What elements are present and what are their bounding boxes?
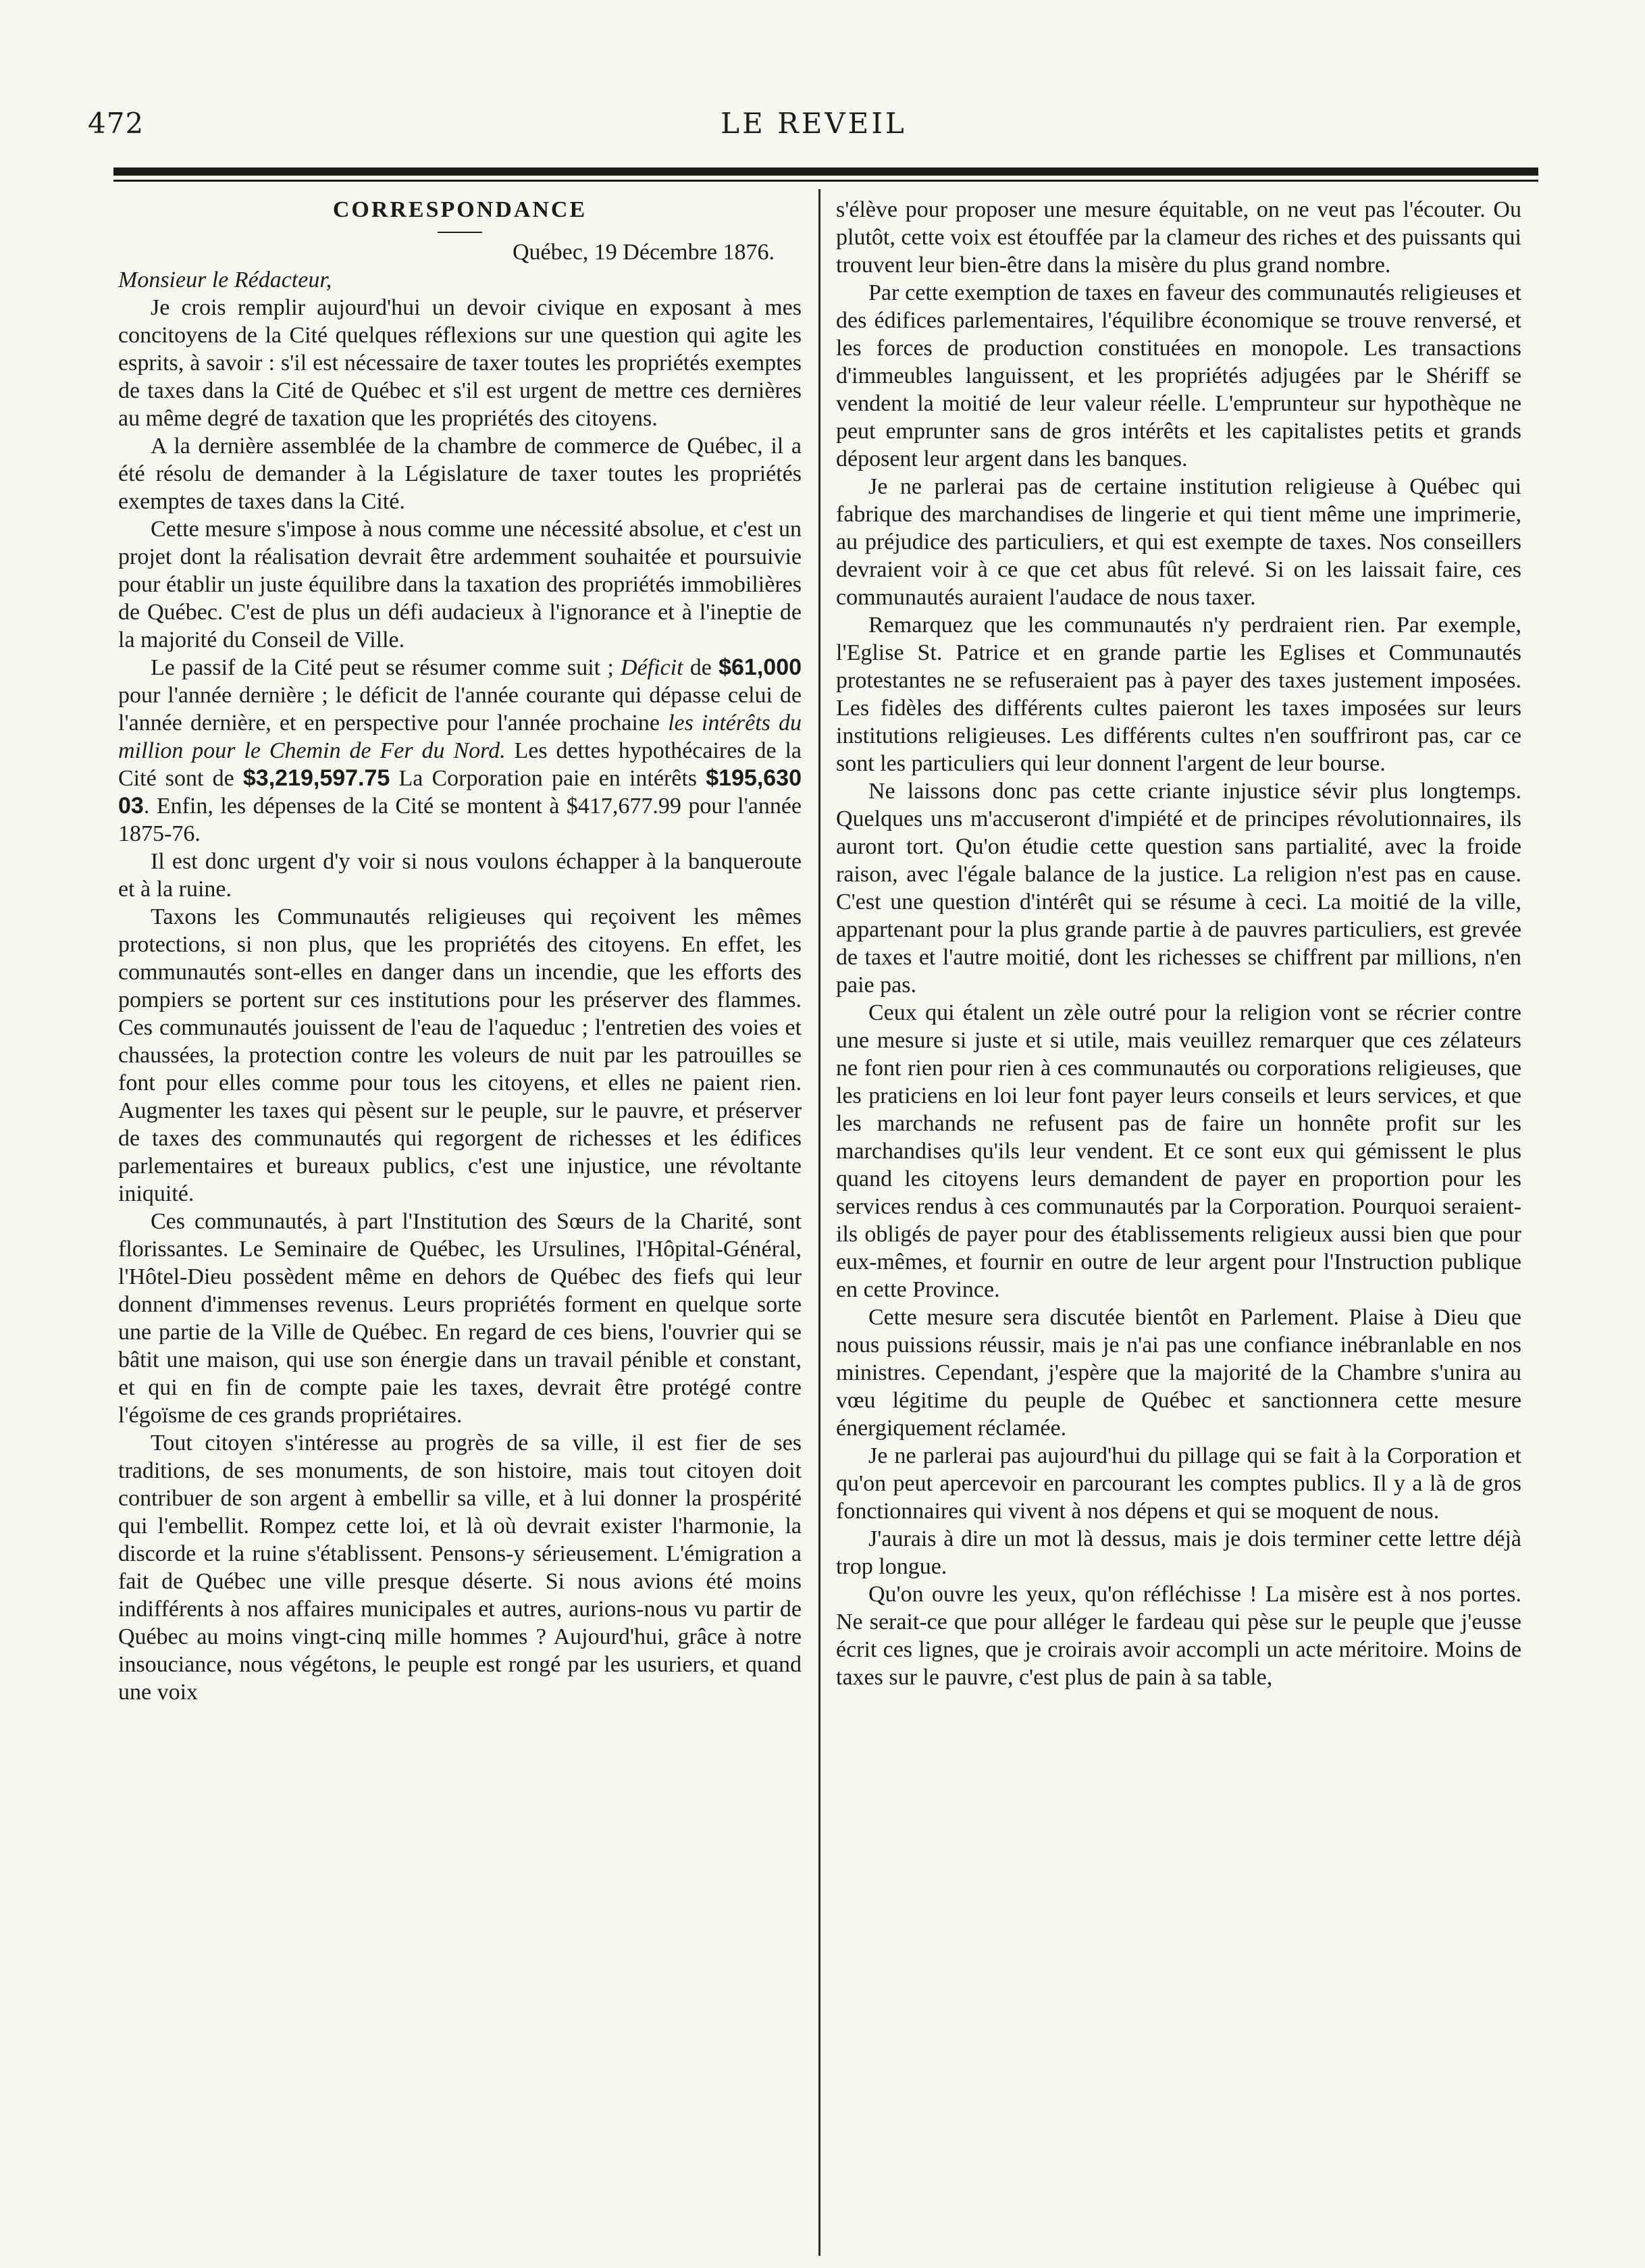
paragraph: Remarquez que les communautés n'y perdraient rien. Par exemple, l'Eglise St. Patrice et en grande partie les Eglises et Communautés protestantes ne se refuseraient pas à payer des taxes justement imposées. Les fidèles des différents cultes paieront les taxes imposées sur leurs institutions religieuses. Les différents cultes n'en souffriront pas, car ce sont les particuliers qui leur donnent l'argent de leur bourse.	[836, 613, 1521, 776]
paragraph: Je crois remplir aujourd'hui un devoir civique en exposant à mes concitoyens de la Cité quelques réflexions sur une question qui agite les esprits, à savoir : s'il est nécessaire de taxer toutes les propriétés exemptes de taxes dans la Cité de Québec et s'il est urgent de mettre ces dernières au même degré de taxation que les propriétés des citoyens.	[118, 295, 802, 431]
railway-interest: les intérêts du million pour le Chemin de Fer du Nord.	[118, 711, 802, 763]
paragraph: Ne laissons donc pas cette criante injustice sévir plus longtemps. Quelques uns m'accuseront d'impiété et de principes révolutionnaires, ils auront tort. Qu'on étudie cette question sans partialité, avec la froide raison, avec l'égale balance de la justice. La religion n'est pas en cause. C'est une question d'intérêt qui se résume à ceci. La moitié de la ville, appartenant pour la plus grande partie à de pauvres particuliers, est grevée de taxes et l'autre moitié, dont les richesses se chiffrent par millions, n'en paie pas.	[836, 779, 1521, 998]
paragraph: Je ne parlerai pas de certaine institution religieuse à Québec qui fabrique des marchandises de lingerie et qui tient même une imprimerie, au préjudice des particuliers, et qui est exempte de taxes. Nos conseillers devraient voir à ce que cet abus fût relevé. Si on les laissait faire, ces communautés auraient l'audace de nous taxer.	[836, 474, 1521, 610]
paragraph: A la dernière assemblée de la chambre de commerce de Québec, il a été résolu de demander à la Législature de taxer toutes les propriétés exemptes de taxes dans la Cité.	[118, 434, 802, 514]
deficit-amount: $61,000	[719, 654, 802, 680]
page-header	[88, 107, 1540, 147]
interest-amount: $195,630 03	[118, 765, 802, 819]
paragraph: Ceux qui étalent un zèle outré pour la religion vont se récrier contre une mesure si juste et si utile, mais veuillez remarquer que ces zélateurs ne font rien pour rien à ces communautés ou corporations religieuses, que les praticiens en loi leur font payer leurs conseils et leurs services, et que les marchands ne refusent pas de faire un honnête profit sur les marchandises qu'ils leur vendent. Et ce sont eux qui gémissent le plus quand les citoyens leurs demandent de payer en proportion pour les services rendus à ces communautés par la Corporation. Pourquoi seraient-ils obligés de payer pour des établissements religieux aussi bien que pour eux-mêmes, et fournir en outre de leur argent pour l'Instruction publique en cette Province.	[836, 1000, 1521, 1302]
paragraph: Cette mesure sera discutée bientôt en Parlement. Plaise à Dieu que nous puissions réussir, mais je n'ai pas une confiance inébranlable en nos ministres. Cependant, j'espère que la majorité de la Chambre s'unira au vœu légitime du peuple de Québec et sanctionnera cette mesure énergiquement réclamée.	[836, 1305, 1521, 1441]
paragraph: Il est donc urgent d'y voir si nous voulons échapper à la banqueroute et à la ruine.	[118, 849, 802, 902]
mortgage-debt-amount: $3,219,597.75	[242, 765, 390, 791]
dateline: Québec, 19 Décembre 1876.	[512, 240, 775, 265]
salutation: Monsieur le Rédacteur,	[118, 267, 332, 292]
paragraph: Ces communautés, à part l'Institution des Sœurs de la Charité, sont florissantes. Le Seminaire de Québec, les Ursulines, l'Hôpital-Général, l'Hôtel-Dieu possèdent même en dehors de Québec des fiefs qui leur donnent d'immenses revenus. Leurs propriétés forment en quelque sorte une partie de la Ville de Québec. En regard de ces biens, l'ouvrier qui se bâtit une maison, qui use son énergie dans un travail pénible et constant, et qui en fin de compte paie les taxes, devrait être protégé contre l'égoïsme de ces grands propriétaires.	[118, 1209, 802, 1428]
right-column	[836, 196, 1521, 1691]
header-rule-thin	[113, 180, 1538, 182]
paragraph: Par cette exemption de taxes en faveur des communautés religieuses et des édifices parlementaires, l'équilibre économique se trouve renversé, et les forces de production constituées en monopole. Les transactions d'immeubles languissent, et les propriétés adjugées par le Shériff se vendent la moitié de leur valeur réelle. L'emprunteur sur hypothèque ne peut emprunter sans de gros intérêts et les capitalistes petits et grands déposent leur argent dans les banques.	[836, 280, 1521, 471]
page-number: 472	[88, 107, 145, 140]
title-rule	[438, 232, 482, 233]
paragraph: J'aurais à dire un mot là dessus, mais je dois terminer cette lettre déjà trop longue.	[836, 1526, 1521, 1579]
column-divider	[818, 189, 820, 2256]
section-title: CORRESPONDANCE	[332, 197, 588, 222]
header-rule-thick	[113, 167, 1538, 176]
paragraph: Cette mesure s'impose à nous comme une nécessité absolue, et c'est un projet dont la réalisation devrait être ardemment souhaitée et poursuivie pour établir un juste équilibre dans la taxation des propriétés immobilières de Québec. C'est de plus un défi audacieux à l'ignorance et à l'ineptie de la majorité du Conseil de Ville.	[118, 517, 802, 652]
paragraph: Tout citoyen s'intéresse au progrès de sa ville, il est fier de ses traditions, de ses monuments, de son histoire, mais tout citoyen doit contribuer de son argent à embellir sa ville, et à lui donner la prospérité qui l'embellit. Rompez cette loi, et là où devrait exister l'harmonie, la discorde et la ruine s'établissent. Pensons-y sérieusement. L'émigration a fait de Québec une ville presque déserte. Si nous avions été moins indifférents à nos affaires municipales et autres, aurions-nous vu partir de Québec au moins vingt-cinq mille hommes ? Aujourd'hui, grâce à notre insouciance, nous végétons, le peuple est rongé par les usuriers, et quand une voix	[118, 1431, 802, 1705]
left-column	[118, 196, 802, 1706]
paragraph: Taxons les Communautés religieuses qui reçoivent les mêmes protections, si non plus, que les propriétés des citoyens. En effet, les communautés sont-elles en danger dans un incendie, que les efforts des pompiers se portent sur ces institutions pour les préserver des flammes. Ces communautés jouissent de l'eau de l'aqueduc ; l'entretien des voies et chaussées, la protection contre les voleurs de nuit par les patrouilles se font pour elles comme pour tous les citoyens, et elles ne paient rien. Augmenter les taxes qui pèsent sur le peuple, sur le pauvre, et préserver de taxes des communautés qui regorgent de richesses et les édifices parlementaires et bureaux publics, c'est une injustice, une révoltante iniquité.	[118, 904, 802, 1206]
deficit-label: Déficit	[621, 655, 683, 680]
paragraph-continued: s'élève pour proposer une mesure équitable, on ne veut pas l'écouter. Ou plutôt, cette voix est étouffée par la clameur des riches et des puissants qui trouvent leur bien-être dans la misère du plus grand nombre.	[836, 197, 1521, 278]
paragraph: Qu'on ouvre les yeux, qu'on réfléchisse ! La misère est à nos portes. Ne serait-ce que pour alléger le fardeau qui pèse sur le peuple que j'eusse écrit ces lignes, que je croirais avoir accompli un acte méritoire. Moins de taxes sur le pauvre, c'est plus de pain à sa table,	[836, 1582, 1521, 1690]
journal-title: LE REVEIL	[721, 107, 907, 140]
paragraph: Je ne parlerai pas aujourd'hui du pillage qui se fait à la Corporation et qu'on peut apercevoir en parcourant les comptes publics. Il y a là de gros fonctionnaires qui vivent à nos dépens et qui se moquent de nous.	[836, 1443, 1521, 1524]
paragraph-finances: Le passif de la Cité peut se résumer comme suit ; Déficit de $61,000 pour l'année dernière ; le déficit de l'année courante qui dépasse celui de l'année dernière, et en perspective pour l'année prochaine les intérêts du million pour le Chemin de Fer du Nord. Les dettes hypothécaires de la Cité sont de $3,219,597.75 La Corporation paie en intérêts $195,630 03. Enfin, les dépenses de la Cité se montent à $417,677.99 pour l'année 1875-76.	[118, 654, 802, 846]
